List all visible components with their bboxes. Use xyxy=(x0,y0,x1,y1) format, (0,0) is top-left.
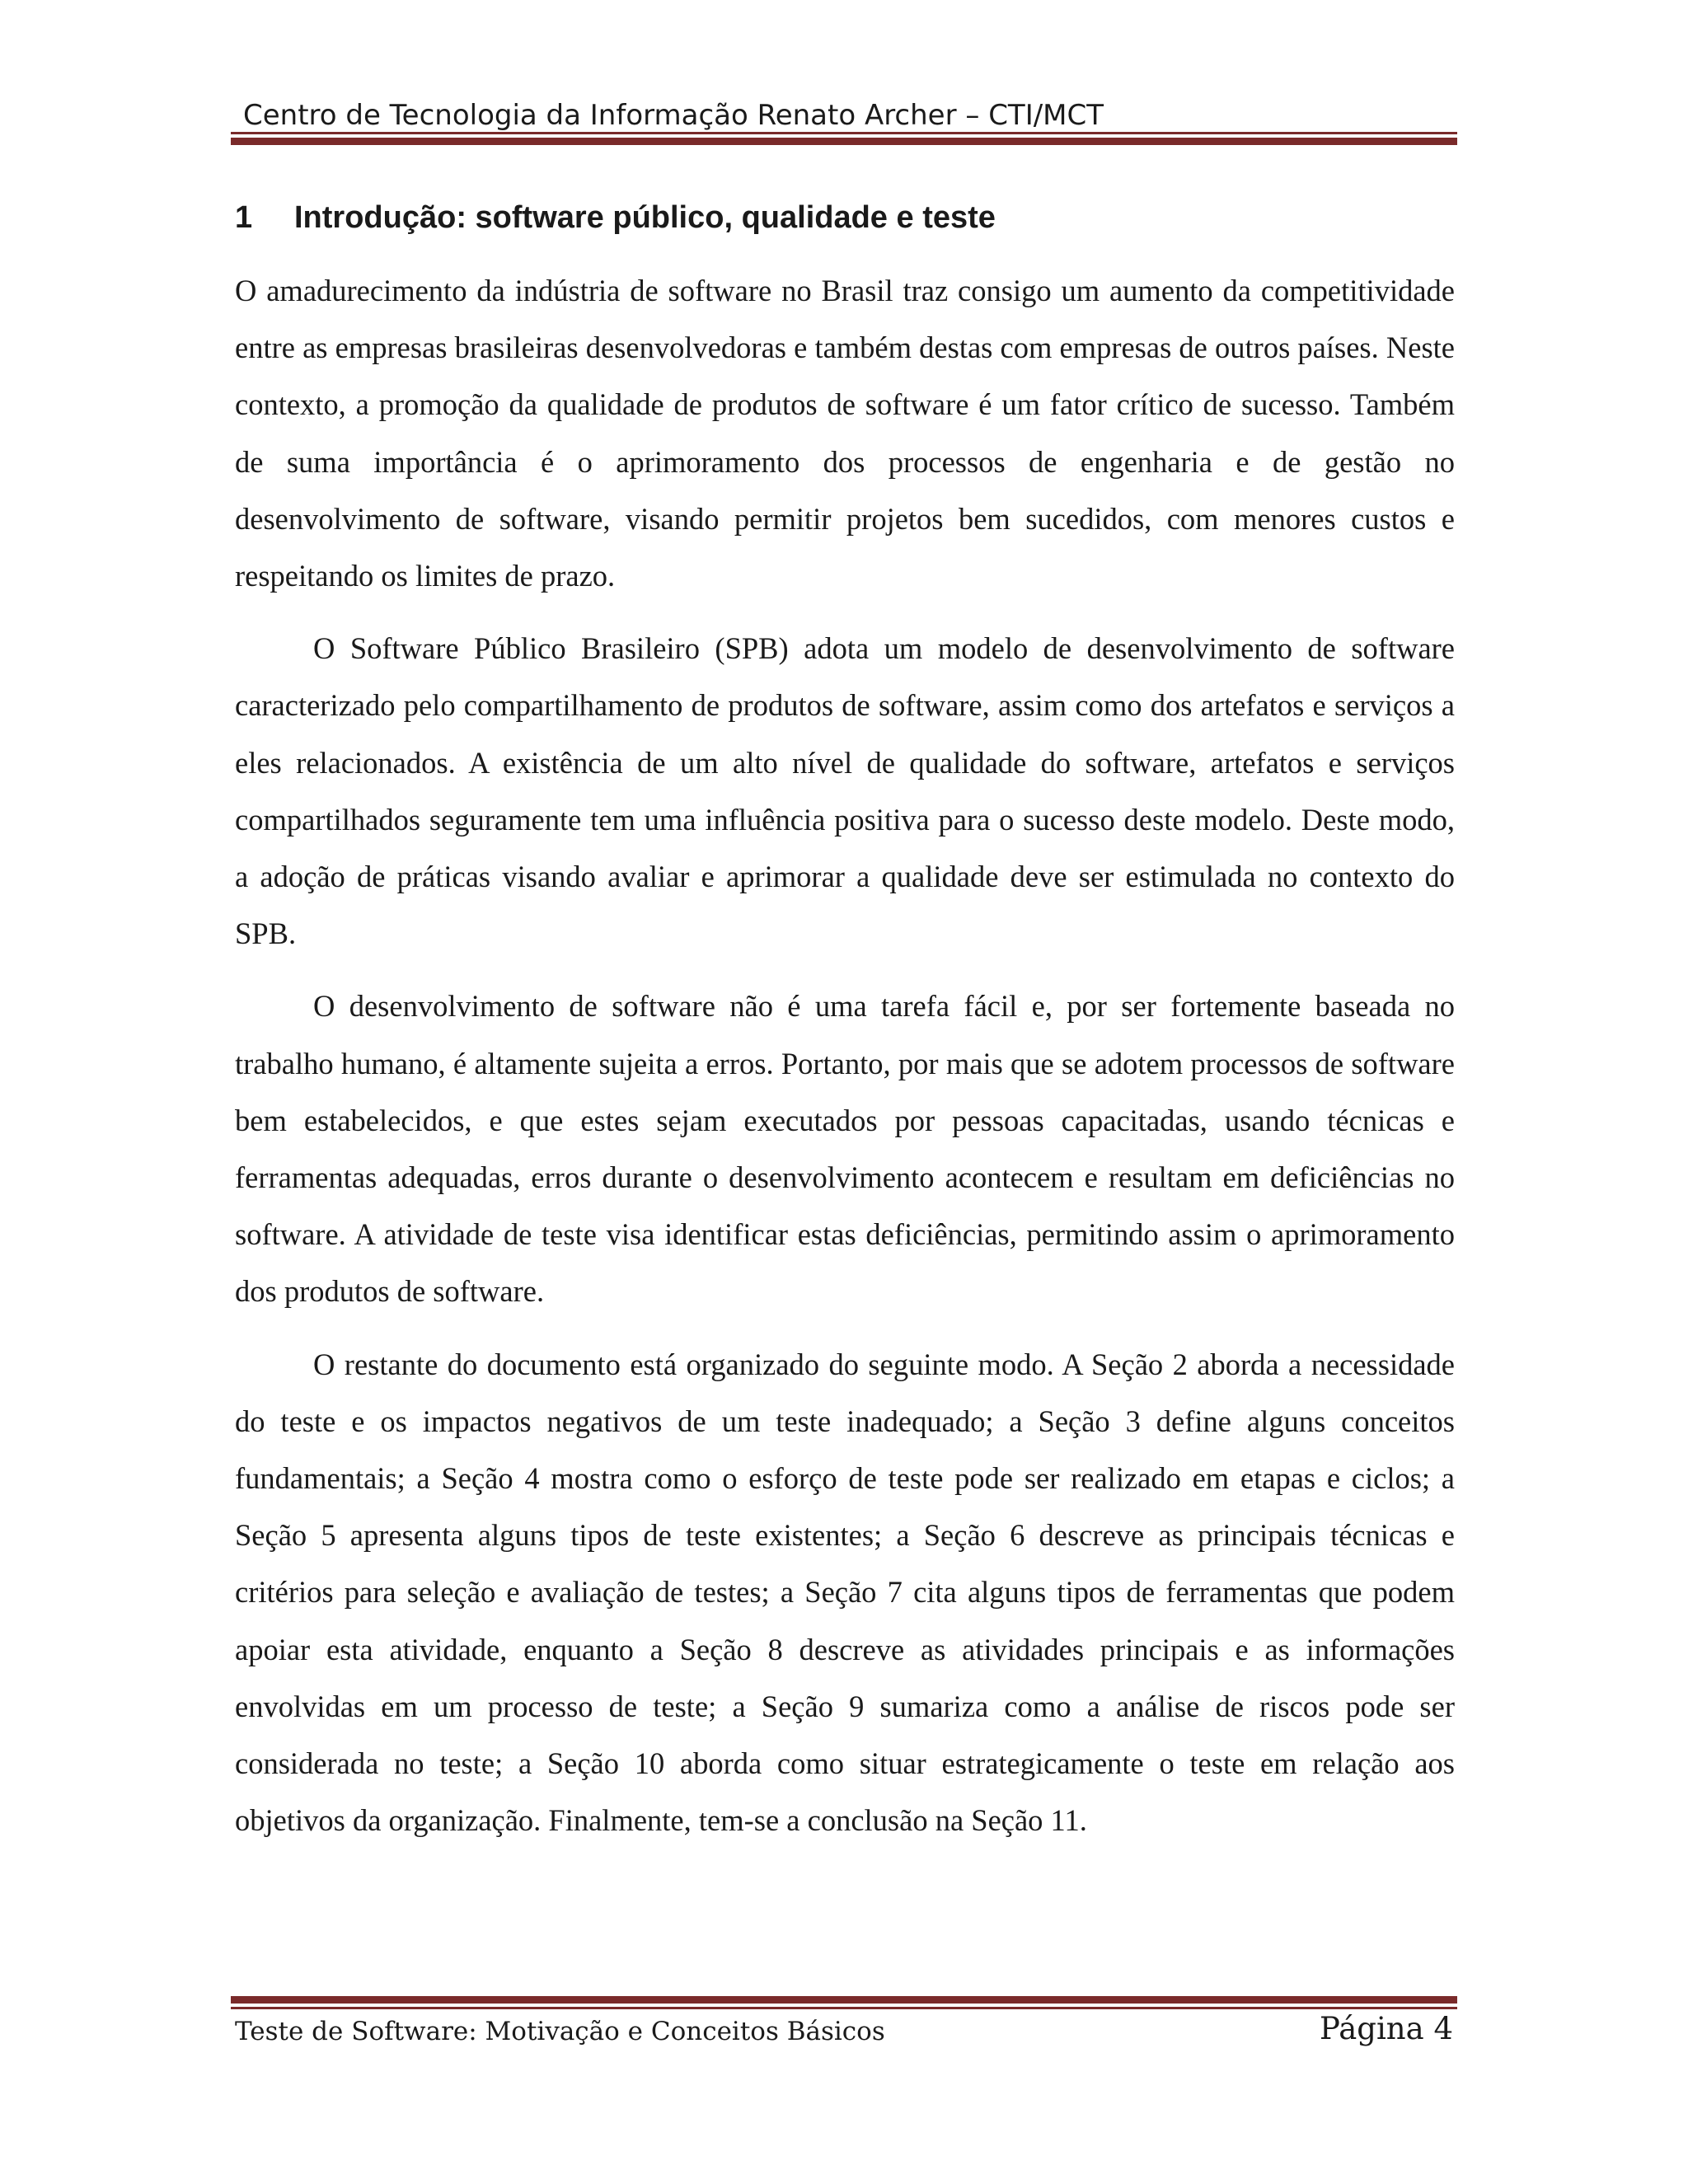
footer-rule-thick xyxy=(231,1996,1457,2004)
paragraph-4: O restante do documento está organizado do seguinte modo. A Seção 2 aborda a necessidade do teste e os impactos negativos de um teste inadequado; a Seção 3 define alguns conceitos fundamentais; a Seção 4 mostra como o esforço de teste pode ser realizado em etapas e ciclos; a Seção 5 apresenta alguns tipos de teste existentes; a Seção 6 descreve as principais técnicas e critérios para seleção e avaliação de testes; a Seção 7 cita alguns tipos de ferramentas que podem apoiar esta atividade, enquanto a Seção 8 descreve as atividades principais e as informações envolvidas em um processo de teste; a Seção 9 sumariza como a análise de riscos pode ser considerada no teste; a Seção 10 aborda como situar estrategicamente o teste em relação aos objetivos da organização. Finalmente, tem-se a conclusão na Seção 11. xyxy=(235,1347,1455,1838)
header-rule-thin xyxy=(231,132,1457,134)
footer-rule-thin xyxy=(231,2007,1457,2009)
paragraph-1: O amadurecimento da indústria de software no Brasil traz consigo um aumento da competitividade entre as empresas brasileiras desenvolvedoras e também destas com empresas de outros países. Neste contexto, a promoção da qualidade de produtos de software é um fator crítico de sucesso. Também de suma importância é o aprimoramento dos processos de engenharia e de gestão no desenvolvimento de software, visando permitir projetos bem sucedidos, com menores custos e respeitando os limites de prazo. xyxy=(235,274,1455,593)
section-heading xyxy=(235,196,996,239)
paragraph-3: O desenvolvimento de software não é uma tarefa fácil e, por ser fortemente baseada no trabalho humano, é altamente sujeita a erros. Portanto, por mais que se adotem processos de software bem estabelecidos, e que estes sejam executados por pessoas capacitadas, usando técnicas e ferramentas adequadas, erros durante o desenvolvimento acontecem e resultam em deficiências no software. A atividade de teste visa identificar estas deficiências, permitindo assim o aprimoramento dos produtos de software. xyxy=(235,989,1455,1309)
section-number: 1 xyxy=(235,200,253,235)
running-header: Centro de Tecnologia da Informação Renato Archer – CTI/MCT xyxy=(243,99,1104,132)
page-number: Página 4 xyxy=(1319,2011,1453,2046)
paragraph-2: O Software Público Brasileiro (SPB) adota um modelo de desenvolvimento de software caracterizado pelo compartilhamento de produtos de software, assim como dos artefatos e serviços a eles relacionados. A existência de um alto nível de qualidade do software, artefatos e serviços compartilhados seguramente tem uma influência positiva para o sucesso deste modelo. Deste modo, a adoção de práticas visando avaliar e aprimorar a qualidade deve ser estimulada no contexto do SPB. xyxy=(235,631,1455,951)
header-rule-thick xyxy=(231,138,1457,145)
footer-document-title: Teste de Software: Motivação e Conceitos Básicos xyxy=(235,2017,885,2046)
body-text xyxy=(235,262,1455,1864)
section-title: Introdução: software público, qualidade e teste xyxy=(294,200,996,235)
